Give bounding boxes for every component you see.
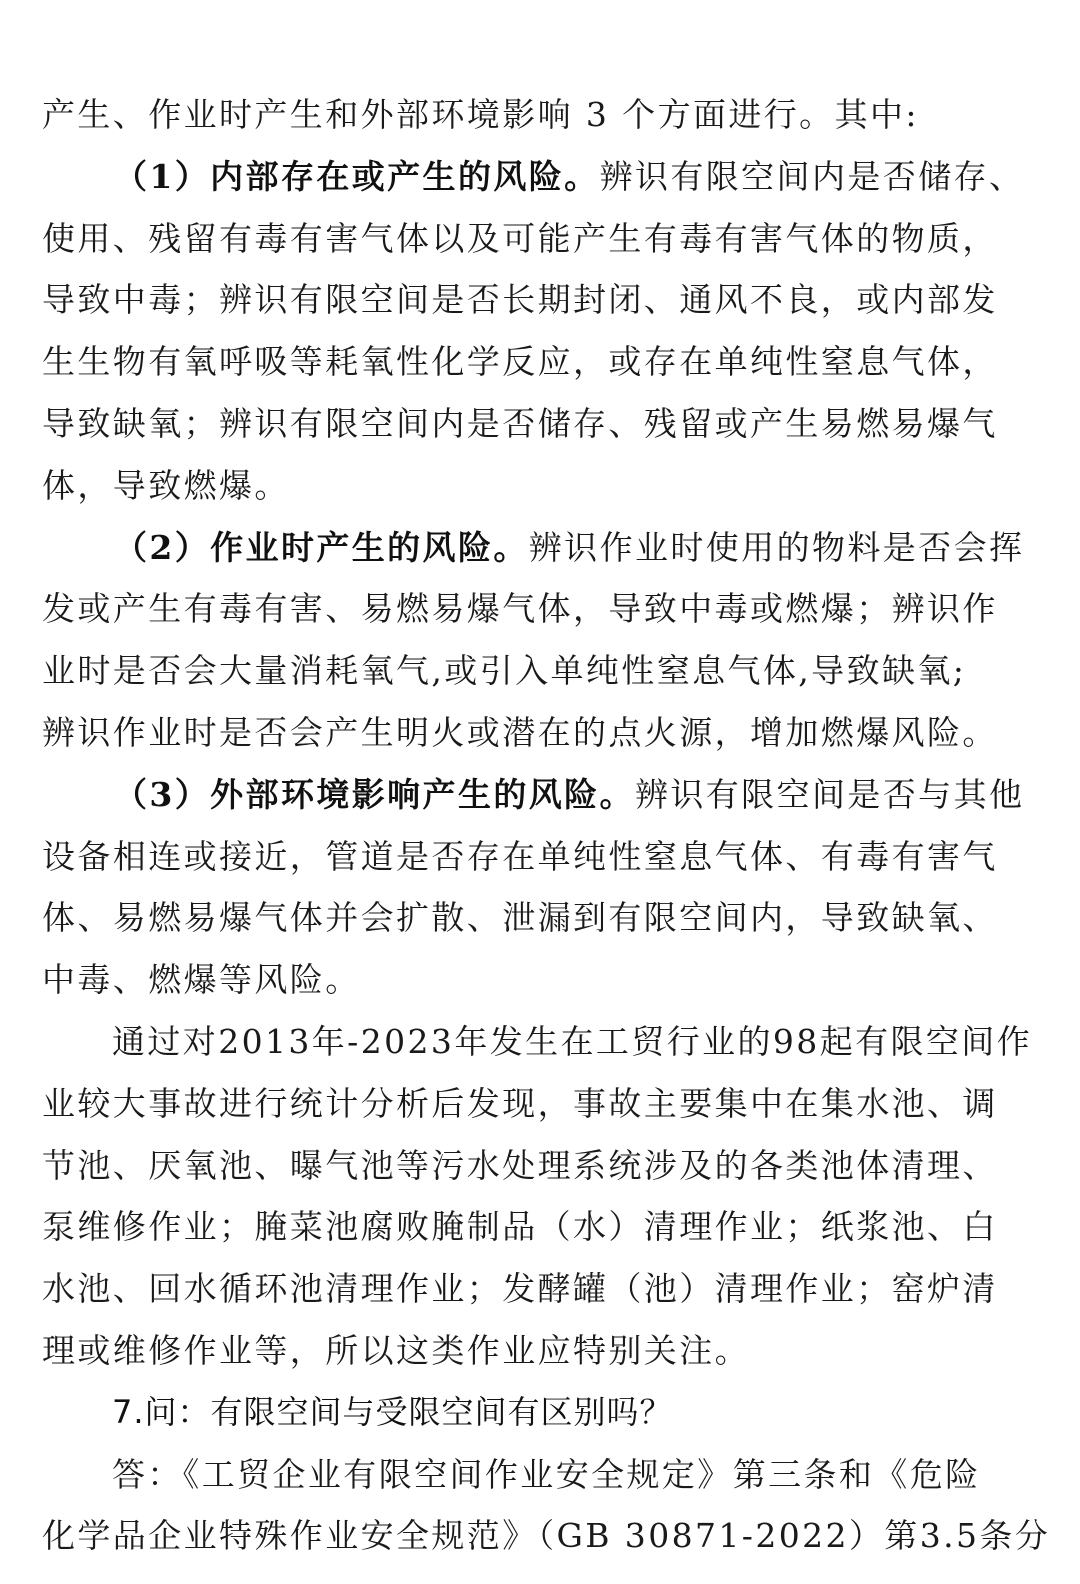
item2-text: 辨识作业时使用的物料是否会挥 <box>528 527 1025 567</box>
item1-line: 导致中毒；辨识有限空间是否长期封闭、通风不良，或内部发 <box>42 280 998 320</box>
stats-line: 业较大事故进行统计分析后发现，事故主要集中在集水池、调 <box>42 1083 998 1123</box>
item2-heading: （2）作业时产生的风险。 <box>114 527 529 567</box>
item1-line: 导致缺氧；辨识有限空间内是否储存、残留或产生易燃易爆气 <box>42 403 998 443</box>
item3-text: 辨识有限空间是否与其他 <box>634 774 1025 814</box>
item3-first-line <box>42 764 1025 826</box>
stats-line: 理或维修作业等，所以这类作业应特别关注。 <box>42 1330 750 1370</box>
item2-line: 发或产生有毒有害、易燃易爆气体，导致中毒或燃爆；辨识作 <box>42 589 998 629</box>
question-7-title: 7.问：有限空间与受限空间有区别吗？ <box>112 1392 673 1431</box>
item1-line: 生生物有氧呼吸等耗氧性化学反应，或存在单纯性窒息气体， <box>42 342 998 382</box>
document-page <box>42 84 1051 1567</box>
answer7-line: 化学品企业特殊作业安全规范》（GB 30871-2022）第3.5条分 <box>42 1516 1051 1556</box>
item3-line: 设备相连或接近，管道是否存在单纯性窒息气体、有毒有害气 <box>42 836 998 876</box>
stats-line: 通过对2013年-2023年发生在工贸行业的98起有限空间作 <box>112 1021 1033 1061</box>
intro-line: 产生、作业时产生和外部环境影响 3 个方面进行。其中: <box>42 95 919 134</box>
item2-line: 辨识作业时是否会产生明火或潜在的点火源，增加燃爆风险。 <box>42 712 998 752</box>
item1-line: 体，导致燃爆。 <box>42 465 290 505</box>
stats-line: 泵维修作业；腌菜池腐败腌制品（水）清理作业；纸浆池、白 <box>42 1207 998 1247</box>
item1-first-line <box>42 146 1025 208</box>
answer7-line: 答：《工贸企业有限空间作业安全规定》第三条和《危险 <box>112 1454 981 1494</box>
item1-text: 辨识有限空间内是否储存、 <box>599 156 1025 196</box>
item3-line: 体、易燃易爆气体并会扩散、泄漏到有限空间内，导致缺氧、 <box>42 898 998 938</box>
stats-line: 节池、厌氧池、曝气池等污水处理系统涉及的各类池体清理、 <box>42 1145 998 1185</box>
stats-line: 水池、回水循环池清理作业；发酵罐（池）清理作业；窑炉清 <box>42 1269 998 1309</box>
item3-line: 中毒、燃爆等风险。 <box>42 960 361 1000</box>
item1-heading: （1）内部存在或产生的风险。 <box>114 156 600 196</box>
item1-line: 使用、残留有毒有害气体以及可能产生有毒有害气体的物质， <box>42 218 998 258</box>
item3-heading: （3）外部环境影响产生的风险。 <box>114 774 635 814</box>
item2-line: 业时是否会大量消耗氧气,或引入单纯性窒息气体,导致缺氧; <box>42 651 967 691</box>
item2-first-line <box>42 517 1025 579</box>
